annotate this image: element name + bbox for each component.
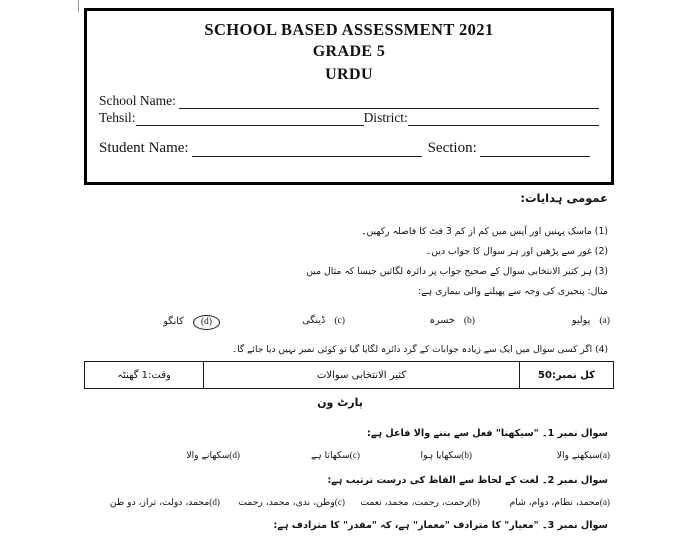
school-name-label: School Name: bbox=[99, 92, 176, 108]
subject-title: URDU bbox=[325, 66, 373, 84]
title-block bbox=[87, 11, 611, 87]
question-2-prompt: سوال نمبر 2۔ لغت کے لحاظ سے الفاظ کی درست ترتیب ہے: bbox=[327, 475, 608, 486]
section-input[interactable] bbox=[480, 145, 590, 157]
question-2-option-a-text: محمد، نظام، دوام، شام bbox=[509, 497, 600, 508]
example-option-b-text: خسرہ bbox=[429, 315, 455, 326]
question-2-option-d-text: محمد، دولت، تراز، دو طن bbox=[109, 497, 210, 508]
question-2-option-c[interactable] bbox=[238, 497, 345, 508]
question-1-option-b-label: (b) bbox=[461, 450, 472, 460]
school-name-input[interactable] bbox=[179, 97, 599, 109]
tehsil-input[interactable] bbox=[136, 114, 364, 126]
example-option-b-label: (b) bbox=[463, 315, 475, 326]
district-input[interactable] bbox=[408, 114, 599, 126]
question-1-option-d-text: سکھانے والا bbox=[186, 450, 230, 461]
question-2-option-b[interactable] bbox=[360, 497, 480, 508]
grade-title: GRADE 5 bbox=[312, 43, 386, 61]
student-name-label: Student Name: bbox=[99, 139, 189, 156]
question-1-option-a-text: سیکھنے والا bbox=[556, 450, 600, 461]
question-1-option-c-label: (c) bbox=[349, 450, 360, 460]
student-name-row bbox=[99, 140, 599, 158]
example-option-c-label: (c) bbox=[334, 315, 345, 326]
example-options-row bbox=[110, 313, 610, 335]
paper-type-cell: کثیر الانتخابی سوالات bbox=[203, 362, 519, 388]
question-2-option-a[interactable] bbox=[510, 497, 610, 508]
example-option-c[interactable] bbox=[302, 315, 345, 326]
tehsil-label: Tehsil: bbox=[99, 109, 136, 125]
question-2-option-b-label: (b) bbox=[469, 497, 480, 507]
question-2-option-c-text: وطن، ندی، محمد، رحمت bbox=[238, 497, 335, 508]
total-marks-cell: کل نمبر:50 bbox=[519, 362, 613, 388]
student-name-input[interactable] bbox=[192, 145, 422, 157]
question-2-option-d[interactable] bbox=[110, 497, 220, 508]
header-box bbox=[84, 8, 614, 185]
question-2-options bbox=[100, 497, 610, 517]
district-label: District: bbox=[363, 109, 408, 125]
scan-edge-artifact bbox=[78, 0, 79, 12]
question-1-option-a-label: (a) bbox=[599, 450, 610, 460]
tehsil-district-row bbox=[99, 110, 599, 126]
example-option-a-text: پولیو bbox=[571, 315, 591, 326]
question-1-prompt: سوال نمبر 1۔ "سیکھنا" فعل سے بننے والا فاعل ہے: bbox=[367, 428, 608, 439]
form-fields bbox=[87, 87, 611, 158]
example-option-a-label: (a) bbox=[599, 315, 610, 326]
page-bottom-clip bbox=[0, 531, 680, 536]
question-1-option-d[interactable] bbox=[186, 450, 240, 461]
question-1-option-a[interactable] bbox=[557, 450, 610, 461]
example-option-d[interactable] bbox=[163, 315, 220, 330]
question-3-prompt: سوال نمبر 3۔ "معیار" کا مترادف "معمار" ہے، کہ "مقدر" کا مترادف ہے: bbox=[273, 520, 608, 531]
question-1-option-b[interactable] bbox=[421, 450, 472, 461]
question-1-option-c-text: سکھاتا ہے bbox=[310, 450, 350, 461]
instruction-item-3: (3) ہر کثیر الانتخابی سوال کے صحیح جواب پر دائرہ لگائیں جیسا کہ مثال میں bbox=[306, 266, 608, 277]
school-name-row bbox=[99, 93, 599, 109]
question-1-options bbox=[100, 450, 610, 470]
question-2-option-c-label: (c) bbox=[334, 497, 345, 507]
example-option-c-text: ڈینگی bbox=[302, 315, 326, 326]
question-2-option-b-text: زحمت، رحمت، محمد، نعمت bbox=[360, 497, 470, 508]
example-option-d-label-circled: (d) bbox=[193, 315, 220, 330]
example-option-d-text: کانگو bbox=[163, 316, 184, 327]
instructions-heading: عمومی ہدایات: bbox=[520, 191, 608, 205]
instruction-item-2: (2) غور سے پڑھیں اور ہر سوال کا جواب دیں۔ bbox=[425, 246, 608, 257]
instruction-example-label: مثال: پنجیری کی وجہ سے پھیلنے والی بیماری ہے: bbox=[418, 286, 608, 297]
time-allowed-cell: وقت:1 گھنٹہ bbox=[117, 369, 171, 381]
page-title: SCHOOL BASED ASSESSMENT 2021 bbox=[204, 20, 494, 39]
section-label: Section: bbox=[427, 139, 477, 156]
question-2-option-d-label: (d) bbox=[209, 497, 220, 507]
question-1-option-b-text: سکھایا ہوا bbox=[420, 450, 462, 461]
question-2-option-a-label: (a) bbox=[599, 497, 610, 507]
instruction-item-1: (1) ماسک پہنیں اور آپس میں کم از کم 3 فٹ کا فاصلہ رکھیں۔ bbox=[361, 226, 608, 237]
part-heading: پارٹ ون bbox=[317, 396, 363, 409]
exam-info-table bbox=[84, 361, 614, 389]
instruction-item-4: (4) اگر کسی سوال میں ایک سے زیادہ جوابات کے گرد دائرہ لگایا گیا تو کوئی نمبر نہیں دیا جائے گا۔ bbox=[231, 345, 608, 355]
question-1-option-d-label: (d) bbox=[229, 450, 240, 460]
question-1-option-c[interactable] bbox=[311, 450, 360, 461]
example-option-a[interactable] bbox=[572, 315, 610, 326]
example-option-b[interactable] bbox=[429, 315, 475, 326]
